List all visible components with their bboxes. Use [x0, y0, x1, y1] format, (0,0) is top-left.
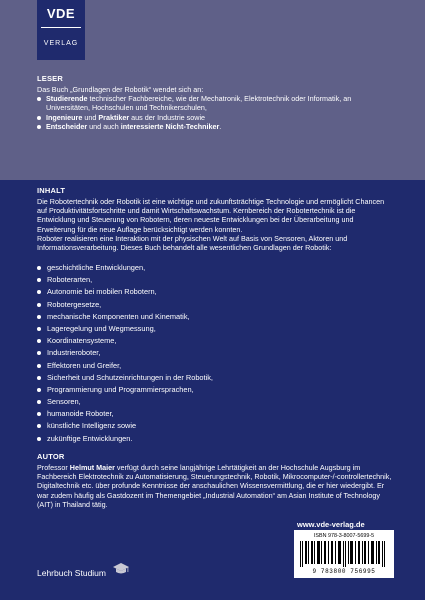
leser-title: LESER	[37, 74, 64, 83]
list-item: Autonomie bei mobilen Robotern,	[37, 286, 392, 298]
logo-divider	[41, 27, 81, 28]
barcode-digits: 9 783800 756995	[312, 568, 376, 575]
list-item: Sensoren,	[37, 396, 392, 408]
inhalt-paragraph-1: Die Robotertechnik oder Robotik ist eine wichtige und zukunftsträchtige Technologie und ermöglicht Chancen auf Produktivitätsfortschritte und damit Wirtschaftswachstum. Kernbereich der Robotertechnik ist die Entwicklung und Steuerung von Robotern, deren neueste Entwicklungen bei der Überarbeitung und Erweiterung für die neue Auflage berücksichtigt werden konnten.	[37, 197, 385, 234]
inhalt-text	[37, 197, 392, 252]
vde-logo	[37, 0, 85, 60]
list-item: zukünftige Entwicklungen.	[37, 433, 392, 445]
barcode-bars	[300, 541, 388, 567]
leser-item: Entscheider und auch interessierte Nicht-Techniker.	[37, 122, 392, 131]
leser-list	[37, 94, 392, 131]
list-item: Programmierung und Programmiersprachen,	[37, 384, 392, 396]
logo-name: VDE	[46, 6, 76, 21]
leser-item: Ingenieure und Praktiker aus der Industrie sowie	[37, 113, 392, 122]
author-name: Helmut Maier	[69, 463, 115, 472]
list-item: Roboterarten,	[37, 274, 392, 286]
list-item: künstliche Intelligenz sowie	[37, 420, 392, 432]
list-item: geschichtliche Entwicklungen,	[37, 262, 392, 274]
leser-intro: Das Buch „Grundlagen der Robotik“ wendet sich an:	[37, 85, 204, 94]
inhalt-paragraph-2: Roboter realisieren eine Interaktion mit der physischen Welt auf Basis von Sensoren, Aktoren und Informationsverarbeitung. Dieses Buch behandelt alle wesentlichen Grundlagen der Robotik:	[37, 233, 348, 253]
list-item: mechanische Komponenten und Kinematik,	[37, 311, 392, 323]
inhalt-list-wrap	[37, 262, 392, 445]
list-item: Sicherheit und Schutzeinrichtungen in der Robotik,	[37, 372, 392, 384]
list-item: humanoide Roboter,	[37, 408, 392, 420]
autor-text: Professor Helmut Maier verfügt durch seine langjährige Lehrtätigkeit an der Hochschule Augsburg im Fachbereich Elektrotechnik zu Automatisierung, Steuerungstechnik, Robotik, Mikrocomputer-/-controllertechnik, Digitaltechnik etc. über profunde Kenntnisse der anschaulichen Wissensvermittlung, die er hier wiedergibt. Er war zudem häufig als Gastdozent im Themengebiet „Industrial Automation“ am Asian Institute of Technology (AIT) in Thailand tätig.	[37, 463, 392, 509]
list-item: Effektoren und Greifer,	[37, 360, 392, 372]
list-item: Lageregelung und Wegmessung,	[37, 323, 392, 335]
list-item: Koordinatensysteme,	[37, 335, 392, 347]
autor-title: AUTOR	[37, 452, 65, 461]
leser-section	[37, 85, 392, 131]
series-label: Lehrbuch Studium	[37, 568, 106, 578]
inhalt-list	[37, 262, 392, 445]
list-item: Robotergesetze,	[37, 299, 392, 311]
inhalt-title: INHALT	[37, 186, 66, 195]
list-item: Industrieroboter,	[37, 347, 392, 359]
leser-item: Studierende technischer Fachbereiche, wie der Mechatronik, Elektrotechnik oder Informatik, an Universitäten, Hochschulen und Technikerschulen,	[37, 94, 392, 112]
graduation-cap-icon	[112, 562, 130, 576]
logo-sub: VERLAG	[43, 40, 79, 47]
publisher-url[interactable]: www.vde-verlag.de	[297, 520, 365, 529]
isbn-label: ISBN 978-3-8007-5699-5	[313, 533, 375, 539]
barcode	[294, 530, 394, 578]
